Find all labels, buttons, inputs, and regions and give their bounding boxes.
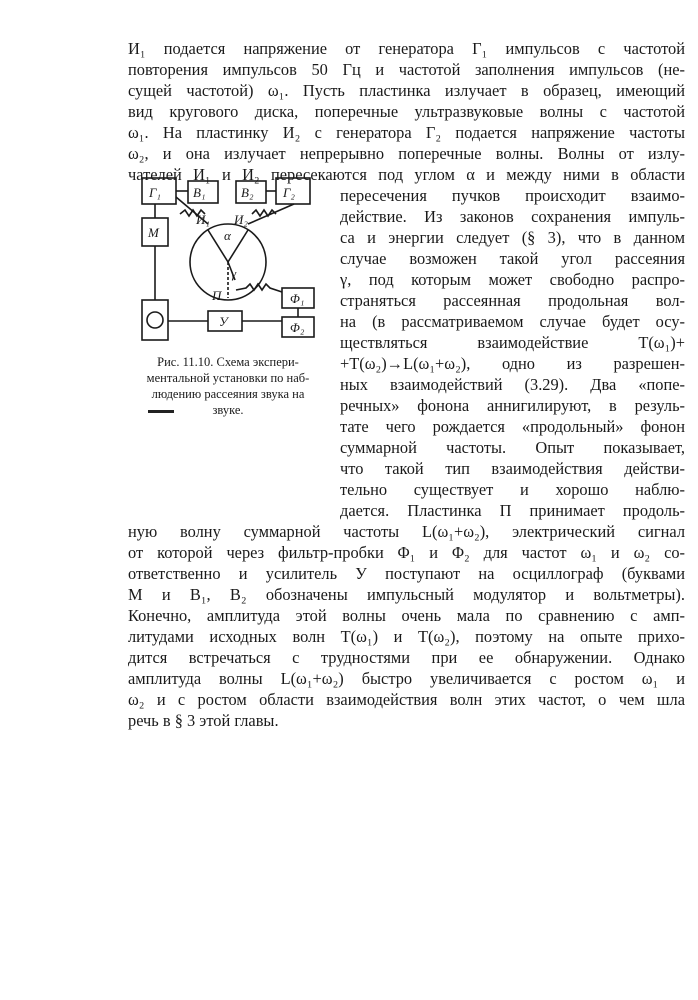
- text-line: страняться рассеянная продольная вол-: [340, 291, 685, 310]
- text-line: И₁ подается напряжение от генератора Г₁ импульсов с частотой: [128, 39, 685, 58]
- text-line: тате чего рождается «продольный» фонон: [340, 417, 685, 436]
- text-line: повторения импульсов 50 Гц и частотой заполнения импульсов (не-: [128, 60, 685, 79]
- text-line: Конечно, амплитуда этой волны очень мала по сравнению с амп-: [128, 606, 685, 625]
- text-line: действие. Из законов сохранения импуль-: [340, 207, 685, 226]
- text-line: случае возможен такой угол рассеяния: [340, 249, 685, 268]
- text-line: ω₂ и с ростом области взаимодействия волн этих частот, о чем шла: [128, 690, 685, 709]
- text-line: пересечения пучков происходит взаимо-: [340, 186, 685, 205]
- text-line: M и B₁, B₂ обозначены импульсный модулятор и вольтметры).: [128, 585, 685, 604]
- text-line: сущей частотой) ω₁. Пусть пластинка излучает в образец, имеющий: [128, 81, 685, 100]
- label-f2: Φ₂: [290, 320, 305, 335]
- text-line: вид кругового диска, поперечные ультразвуковые волны с частотой: [128, 102, 685, 121]
- text-line: ную волну суммарной частоты L(ω₁+ω₂), электрический сигнал: [128, 522, 685, 541]
- text-line: на (в рассматриваемом случае будет осу-: [340, 312, 685, 331]
- text-line: ω₂, и она излучает непрерывно поперечные волны. Волны от излу-: [128, 144, 685, 163]
- label-g1: Г₁: [149, 185, 161, 200]
- experimental-setup-diagram: [130, 172, 330, 350]
- label-p: П: [212, 288, 222, 303]
- text-line: са и энергии следует (§ 3), что в данном: [340, 228, 685, 247]
- text-line: амплитуда волны L(ω₁+ω₂) быстро увеличивается с ростом ω₁ и: [128, 669, 685, 688]
- label-i2: И₂: [234, 212, 248, 227]
- label-f1: Φ₁: [290, 291, 305, 306]
- oscilloscope: [142, 300, 168, 340]
- text-line: +T(ω₂)→L(ω₁+ω₂), одно из разрешен-: [340, 354, 685, 373]
- oscilloscope-screen: [147, 312, 163, 328]
- label-m: M: [148, 225, 159, 240]
- text-line: дится встречаться с трудностями при ее обнаружении. Однако: [128, 648, 685, 667]
- text-line: речных» фонона аннигилируют, в резуль-: [340, 396, 685, 415]
- text-line: γ, под которым может свободно распро-: [340, 270, 685, 289]
- print-mark: [148, 410, 174, 413]
- caption-line: ментальной установки по наб-: [146, 371, 310, 385]
- text-line: речь в § 3 этой главы.: [128, 711, 279, 730]
- text-line: дается. Пластинка П принимает продоль-: [340, 501, 685, 520]
- label-b1: B₁: [193, 185, 206, 200]
- caption-line: людению рассеяния звука на: [151, 387, 305, 401]
- caption-line: Рис. 11.10. Схема экспери-: [157, 355, 299, 369]
- text-line: ных взаимодействий (3.29). Два «попе-: [340, 375, 685, 394]
- text-line: литудами исходных волн T(ω₁) и T(ω₂), поэтому на опыте прихо-: [128, 627, 685, 646]
- text-line: ω₁. На пластинку И₂ с генератора Г₂ подается напряжение частоты: [128, 123, 685, 142]
- text-line: суммарной частоты. Опыт показывает,: [340, 438, 685, 457]
- text-line: от которой через фильтр-пробки Φ₁ и Φ₂ для частот ω₁ и ω₂ со-: [128, 543, 685, 562]
- text-line: что такой тип взаимодействия действи-: [340, 459, 685, 478]
- text-line: ответственно и усилитель У поступают на осциллограф (буквами: [128, 564, 685, 583]
- label-b2: B₂: [241, 185, 254, 200]
- label-u: У: [219, 314, 228, 329]
- text-line: ществляться взаимодействие T(ω₁)+: [340, 333, 685, 352]
- text-line: тельно существует и хорошо наблю-: [340, 480, 685, 499]
- caption-line: звуке.: [212, 403, 244, 417]
- label-gamma: γ: [231, 266, 237, 281]
- text-line: чателей И₁ и И₂ пересекаются под углом α и между ними в области: [128, 165, 685, 184]
- label-g2: Г₂: [283, 185, 295, 200]
- label-alpha: α: [224, 228, 231, 243]
- label-i1: И₁: [196, 212, 210, 227]
